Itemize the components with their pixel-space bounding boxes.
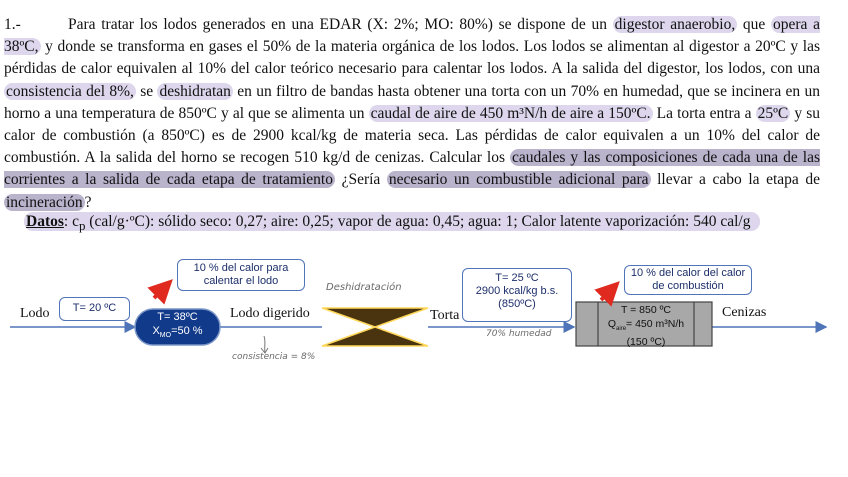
hand-note-humedad: 70% humedad	[486, 329, 552, 339]
label-cenizas: Cenizas	[722, 305, 767, 320]
problem-statement	[4, 14, 820, 214]
red-arrow-digestor	[154, 282, 170, 298]
datos-rest: (cal/g·ºC): sólido seco: 0,27; aire: 0,25; vapor de agua: 0,45; agua: 1; Calor latente vaporización: 540 cal/g	[85, 213, 751, 230]
filter-press	[322, 308, 428, 346]
lodo-temp-box: T= 20 ºC	[59, 297, 130, 321]
hand-note-deshidratacion: Deshidratación	[326, 282, 402, 293]
torta-info-box: T= 25 ºC 2900 kcal/kg b.s. (850ºC)	[462, 268, 572, 322]
highlighted-text: 25ºC	[757, 104, 789, 122]
highlighted-text: necesario un combustible adicional para	[388, 171, 649, 189]
highlighted-text: caudal de aire de 450 m³N/h de aire a 150ºC.	[370, 104, 651, 122]
problem-text-segment: ¿Sería	[334, 171, 387, 189]
datos-label: Datos	[26, 213, 64, 230]
problem-text-segment: llevar a cabo la etapa de	[650, 171, 821, 189]
problem-text-segment: que	[737, 16, 771, 33]
label-lodo: Lodo	[20, 306, 50, 321]
problem-text-segment: se	[135, 82, 158, 100]
highlighted-text: opera a 38ºC,	[4, 16, 820, 56]
datos-sub: p	[78, 218, 86, 234]
highlighted-text: digestor anaerobio,	[614, 16, 736, 33]
highlighted-text: incineración	[6, 193, 83, 211]
problem-number: 1.-	[4, 16, 21, 33]
horno-label: T = 850 ºC $Q_{aire}= 450$ m³N/h (150 ºC)	[607, 304, 685, 349]
data-line	[24, 213, 760, 234]
datos-text: : c	[63, 213, 79, 230]
problem-text	[4, 16, 820, 211]
red-arrow-horno	[601, 284, 617, 300]
label-torta: Torta	[430, 308, 460, 323]
problem-text-segment: en un filtro de bandas hasta obtener una torta con un 70% en humedad, que se incinera en un horno a una temperatura de 850ºC y al que se alimenta un	[4, 82, 820, 122]
hand-note-consistencia: consistencia = 8%	[232, 352, 316, 362]
label-lodo-digerido: Lodo digerido	[230, 306, 310, 321]
process-diagram	[0, 252, 848, 467]
problem-text-segment: ?	[84, 193, 92, 211]
note-digestor-heat: 10 % del calor para calentar el lodo	[177, 259, 305, 291]
problem-text-segment: y su calor de combustión (a 850ºC) es de 2900 kcal/kg de materia seca. Las pérdidas de calor equivalen a un 10% del calor de combustión. A la salida del horno se recogen 510 kg/d de cenizas. Calcular los	[4, 104, 820, 167]
note-horno-heat: 10 % del calor del calor de combustión	[624, 265, 752, 295]
highlighted-text: consistencia del 8%,	[6, 82, 134, 100]
digestor-label: T= 38ºC $X_{MO}=50$ %	[152, 311, 203, 340]
highlighted-text: caudales y las composiciones de cada una de las corrientes a la salida de cada etapa de tratamiento	[4, 149, 820, 189]
problem-text-segment: La torta entra a	[652, 104, 756, 122]
problem-text-segment: Para tratar los lodos generados en una EDAR (X: 2%; MO: 80%) se dispone de un	[68, 16, 613, 33]
highlighted-text: deshidratan	[159, 82, 231, 100]
problem-text-segment: y donde se transforma en gases el 50% de la materia orgánica de los lodos. Los lodos se alimentan al digestor a 20ºC y las pérdidas de calor equivalen al 10% del calor teórico necesario para calentar los lodos. A la salida del digestor, los lodos, con una	[4, 38, 820, 78]
